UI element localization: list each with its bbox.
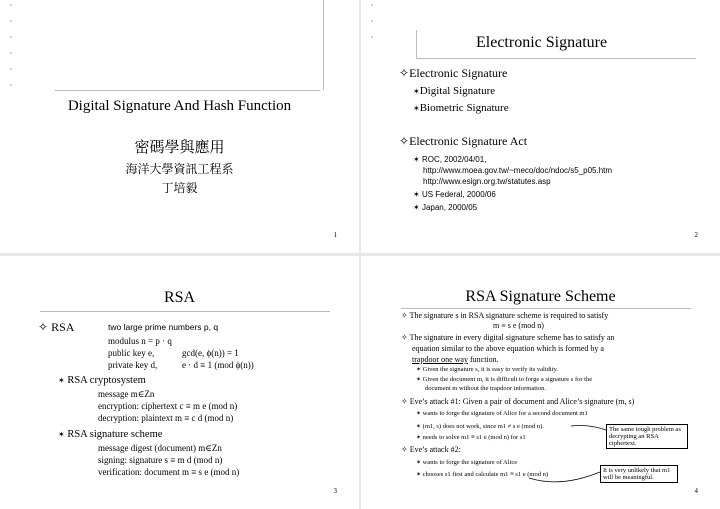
star-bullet-icon: ✶ — [413, 203, 420, 212]
diamond-bullet-icon: ✧ — [399, 134, 410, 148]
slide-4[interactable] — [361, 256, 720, 509]
slide-2[interactable] — [361, 0, 720, 253]
star-bullet-icon: ✶ — [416, 377, 422, 383]
link-esign[interactable]: http://www.esign.org.tw/statutes.asp — [423, 177, 551, 186]
diamond-bullet-icon: ✧ — [401, 333, 408, 342]
callout-connectors — [361, 256, 720, 509]
page-number: 3 — [333, 487, 337, 495]
star-bullet-icon: ✶ — [413, 155, 420, 164]
department-name: 海洋大學資訊工程系 — [125, 162, 234, 176]
star-bullet-icon: ✶ — [416, 472, 422, 478]
slide-4-title: RSA Signature Scheme — [465, 288, 616, 305]
para-4: ✧ Eve’s attack #2: — [401, 445, 461, 454]
para-2: ✧ The signature in every digital signature scheme has to satisfy an — [401, 333, 615, 342]
attack1-item: ✶ (m1, s) does not work, since m1 ≠ s e (mod n). — [416, 423, 544, 430]
crypto-row: decryption: plaintext m ≡ c d (mod n) — [98, 413, 234, 423]
list-item: ✶ US Federal, 2000/06 — [413, 190, 496, 199]
sub-bullet: ✶ Given the signature s, it is easy to verify its validity. — [416, 366, 558, 373]
rsa-modulus: modulus n = p · q — [108, 336, 172, 346]
page-number: 1 — [333, 231, 337, 239]
star-bullet-icon: ✶ — [416, 424, 422, 430]
rsa-label: ✧ RSA — [38, 320, 75, 334]
scheme-row: signing: signature s ≡ m d (mod n) — [98, 455, 223, 465]
para-1-equation: m ≡ s e (mod n) — [493, 321, 544, 330]
course-name: 密碼學與應用 — [134, 138, 225, 156]
diamond-bullet-icon: ✧ — [401, 397, 408, 406]
scheme-row: verification: document m ≡ s e (mod n) — [98, 467, 240, 477]
star-bullet-icon: ✶ — [413, 190, 420, 199]
page-number: 2 — [694, 231, 698, 239]
callout-box-2: It is very unlikely that m1 will be meaningful. — [600, 465, 678, 483]
rsa-primes: two large prime numbers p, q — [108, 322, 219, 332]
para-3: ✧ Eve’s attack #1: Given a pair of document and Alice’s signature (m, s) — [401, 397, 635, 406]
title-rule-vertical — [416, 30, 417, 58]
rsa-cryptosystem-heading: ✶ RSA cryptosystem — [58, 375, 146, 386]
para-2-line-2: equation similar to the above equation which is formed by a — [412, 344, 604, 353]
star-bullet-icon: ✶ — [413, 104, 420, 113]
diamond-bullet-icon: ✧ — [401, 311, 408, 320]
rsa-private-key: private key d, — [108, 360, 158, 370]
list-item: ✶Digital Signature — [413, 85, 496, 97]
slide-margin-dots — [369, 4, 375, 52]
title-rule — [55, 90, 320, 91]
diamond-bullet-icon: ✧ — [401, 445, 408, 454]
star-bullet-icon: ✶ — [58, 430, 65, 439]
slide-3[interactable] — [0, 256, 359, 509]
callout-connector-1 — [571, 426, 606, 431]
star-bullet-icon: ✶ — [413, 87, 420, 96]
crypto-row: encryption: ciphertext c ≡ m e (mod n) — [98, 401, 238, 411]
slide-1[interactable] — [0, 0, 359, 253]
list-item: ✶ ROC, 2002/04/01, — [413, 155, 487, 164]
link-moea[interactable]: http://www.moea.gov.tw/~meco/doc/ndoc/s5_p05.htm — [423, 166, 613, 175]
title-rule — [416, 58, 696, 59]
para-2-line-3: trapdoor one way function. — [412, 355, 499, 364]
section-electronic-signature: ✧Electronic Signature — [399, 66, 508, 80]
para-1: ✧ The signature s in RSA signature scheme is required to satisfy — [401, 311, 609, 320]
sub-bullet: ✶ Given the document m, it is difficult to forge a signature s for the — [416, 376, 593, 383]
sub-bullet-cont: document m without the trapdoor information. — [425, 385, 546, 392]
title-rule — [40, 311, 330, 312]
rsa-public-condition: gcd(e, ϕ(n)) = 1 — [182, 348, 239, 358]
callout-connector-2 — [529, 472, 600, 482]
star-bullet-icon: ✶ — [416, 460, 422, 466]
crypto-row: message m∈Zn — [98, 389, 155, 399]
list-item: ✶ Japan, 2000/05 — [413, 203, 478, 212]
star-bullet-icon: ✶ — [416, 411, 422, 417]
rsa-private-condition: e · d ≡ 1 (mod ϕ(n)) — [182, 360, 254, 370]
slide-margin-dots — [8, 4, 14, 100]
page-number: 4 — [694, 487, 698, 495]
scheme-row: message digest (document) m∈Zn — [98, 443, 222, 453]
slide-2-title: Electronic Signature — [476, 34, 608, 51]
rsa-public-key: public key e, — [108, 348, 155, 358]
title-rule-vertical — [323, 0, 324, 90]
diamond-bullet-icon: ✧ — [38, 320, 49, 334]
slide-3-title: RSA — [163, 289, 196, 306]
star-bullet-icon: ✶ — [416, 435, 422, 441]
star-bullet-icon: ✶ — [58, 376, 65, 385]
section-electronic-signature-act: ✧Electronic Signature Act — [399, 134, 528, 148]
author-name: 丁培毅 — [161, 181, 198, 195]
diamond-bullet-icon: ✧ — [399, 66, 410, 80]
attack2-item: ✶ chooses s1 first and calculate m1 ≡ s1 e (mod n) — [416, 471, 548, 478]
attack1-item: ✶ wants to forge the signature of Alice for a second document m1 — [416, 410, 588, 417]
attack2-item: ✶ wants to forge the signature of Alice — [416, 459, 518, 466]
rsa-signature-scheme-heading: ✶ RSA signature scheme — [58, 429, 163, 440]
star-bullet-icon: ✶ — [416, 367, 422, 373]
list-item: ✶Biometric Signature — [413, 102, 509, 114]
callout-box-1: The same tough problem as decrypting an RSA ciphertext. — [606, 424, 688, 449]
slide-1-title: Digital Signature And Hash Function — [67, 98, 292, 114]
attack1-item: ✶ needs to solve m1 ≡ s1 e (mod n) for s1 — [416, 434, 526, 441]
